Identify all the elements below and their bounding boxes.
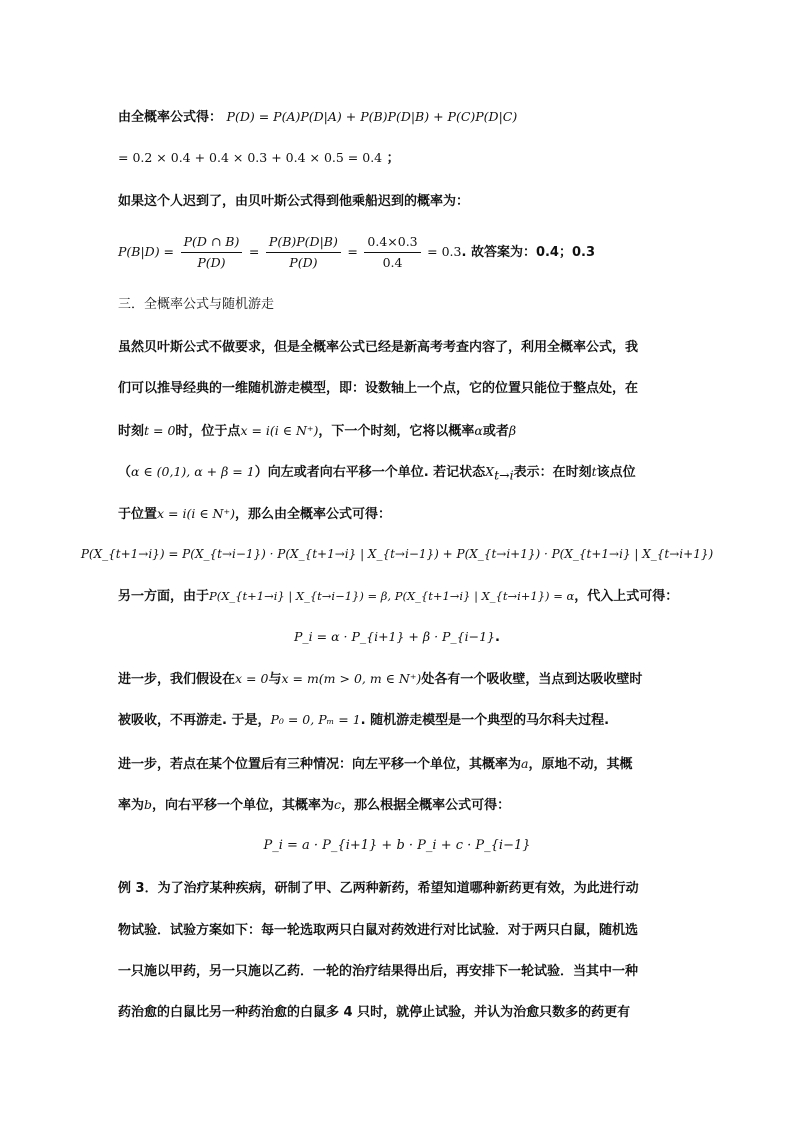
bayes-intro-text: 如果这个人迟到了，由贝叶斯公式得到他乘船迟到的概率为： — [118, 194, 470, 209]
fraction-1-numerator: P(D ∩ B) — [181, 234, 243, 253]
p1-l3-a: 时刻 — [118, 424, 145, 439]
p1-l5-m: x = i(i ∈ N⁺) — [157, 506, 235, 521]
ex3-line1: 例 3．为了治疗某种疾病，研制了甲、乙两种新药，希望知道哪种新药更有效，为此进行动 — [118, 881, 639, 896]
p1-l3-m1: t = 0 — [144, 423, 176, 438]
equation-2-tail: . — [495, 630, 500, 645]
section-title: 三．全概率公式与随机游走 — [118, 297, 275, 312]
p1-line2: 们可以推导经典的一维随机游走模型，即：设数轴上一个点，它的位置只能位于整点处，在 — [118, 381, 639, 396]
line-bayes-intro — [118, 193, 469, 211]
p1-l5-b: ，那么由全概率公式可得： — [234, 507, 391, 522]
fraction-1 — [181, 234, 243, 271]
p4-l2-m2: c — [334, 797, 342, 812]
formula-total-prob: P(D) = P(A)P(D|A) + P(B)P(D|B) + P(C)P(D|C) — [226, 109, 518, 124]
fraction-3-numerator: 0.4×0.3 — [364, 234, 420, 253]
p1-l4-c: 表示：在时刻 — [513, 465, 592, 480]
p1-l4-d: 该点位 — [596, 465, 636, 480]
formula-computation: = 0.2 × 0.4 + 0.4 × 0.3 + 0.4 × 0.5 = 0.4 — [118, 150, 383, 165]
p3-m2: x = m(m > 0, m ∈ N⁺) — [281, 671, 422, 686]
p1-l3-m3: α — [474, 423, 483, 438]
equation-3: P_i = a · P_{i+1} + b · P_i + c · P_{i−1} — [263, 838, 531, 853]
computation-tail: ； — [386, 151, 400, 166]
p4-line1 — [118, 755, 632, 774]
fraction-2-numerator: P(B)P(D|B) — [266, 234, 341, 253]
p1-line3 — [118, 422, 516, 441]
p4-l2-b: ，向右平移一个单位，其概率为 — [152, 798, 335, 813]
equals-2: = — [347, 244, 358, 259]
p3-line2 — [118, 711, 609, 730]
p1-l3-m2: x = i(i ∈ N⁺) — [240, 423, 319, 438]
p2-m: P(X_{t+1→i} | X_{t→i−1}) = β, P(X_{t+1→i} | X_{t→i+1}) = α — [209, 589, 575, 603]
p1-l3-d: 或者 — [482, 424, 509, 439]
equation-2 — [0, 628, 794, 647]
p4-l1-a: 进一步，若点在某个位置后有三种情况：向左平移一个单位，其概率为 — [118, 757, 522, 772]
p3-c: 处各有一个吸收壁，当点到达吸收壁时 — [421, 672, 643, 687]
fraction-3 — [364, 234, 420, 271]
p1-line4 — [118, 463, 636, 485]
p4-l1-b: ，原地不动，其概 — [528, 757, 633, 772]
p1-l4-sub: t→i — [494, 467, 514, 483]
equation-1: P(X_{t+1→i}) = P(X_{t→i−1}) · P(X_{t+1→i} | X_{t→i−1}) + P(X_{t→i+1}) · P(X_{t+1→i} | X_{t→i+1}) — [80, 547, 714, 561]
equals-1: = — [248, 244, 260, 259]
p3-b: 与 — [268, 672, 282, 687]
p3-l2-m: P₀ = 0, Pₘ = 1 — [270, 712, 361, 727]
bayes-lhs: P(B|D) = — [118, 244, 175, 259]
p3-m1: x = 0 — [235, 671, 269, 686]
p3-l2-a: 被吸收，不再游走. 于是， — [118, 713, 271, 728]
p1-l3-b: 时，位于点 — [175, 424, 241, 439]
p1-l4-m1: α ∈ (0,1), α + β = 1 — [131, 464, 255, 479]
ex3-line3: 一只施以甲药，另一只施以乙药．一轮的治疗结果得出后，再安排下一轮试验．当其中一种 — [118, 964, 639, 979]
p1-line5 — [118, 505, 391, 524]
p4-l1-m: a — [521, 756, 529, 771]
equation-2-formula: P_i = α · P_{i+1} + β · P_{i−1} — [294, 629, 496, 644]
fraction-3-denominator: 0.4 — [382, 255, 403, 270]
p1-l3-m4: β — [508, 423, 517, 438]
fraction-1-denominator: P(D) — [197, 255, 226, 270]
bayes-result: = 0.3 — [427, 244, 462, 259]
ex3-line4: 药治愈的白鼠比另一种药治愈的白鼠多 4 只时，就停止试验，并认为治愈只数多的药更有 — [118, 1005, 631, 1020]
p4-l2-a: 率为 — [118, 798, 145, 813]
p2-a: 另一方面，由于 — [118, 589, 210, 604]
p2-line — [118, 587, 678, 606]
p1-l3-c: ，下一个时刻，它将以概率 — [318, 424, 475, 439]
p4-line2 — [118, 796, 510, 815]
fraction-2-denominator: P(D) — [289, 255, 318, 270]
p1-l4-m2: X — [485, 464, 495, 479]
ex3-line2: 物试验．试验方案如下：每一轮选取两只白鼠对药效进行对比试验．对于两只白鼠，随机选 — [118, 923, 639, 938]
p1-l4-a: （ — [118, 465, 132, 480]
p3-line1 — [118, 670, 642, 689]
label-total-prob: 由全概率公式得： — [118, 110, 223, 125]
p1-line1: 虽然贝叶斯公式不做要求，但是全概率公式已经是新高考考查内容了，利用全概率公式，我 — [118, 340, 639, 355]
line-total-probability — [118, 108, 517, 127]
line-computation — [118, 149, 400, 168]
p4-l2-c: ，那么根据全概率公式可得： — [341, 798, 511, 813]
p1-l5-a: 于位置 — [118, 507, 158, 522]
p1-l4-b: ）向左或者向右平移一个单位. 若记状态 — [254, 465, 486, 480]
p2-b: ，代入上式可得： — [574, 589, 679, 604]
fraction-2 — [266, 234, 341, 271]
p3-a: 进一步，我们假设在 — [118, 672, 236, 687]
p3-l2-b: . 随机游走模型是一个典型的马尔科夫过程. — [360, 713, 610, 728]
p4-l2-m1: b — [144, 797, 153, 812]
line-bayes-formula — [118, 232, 595, 273]
bayes-answer: . 故答案为：0.4；0.3 — [461, 245, 596, 260]
p1-l4-m3: t — [591, 464, 597, 479]
